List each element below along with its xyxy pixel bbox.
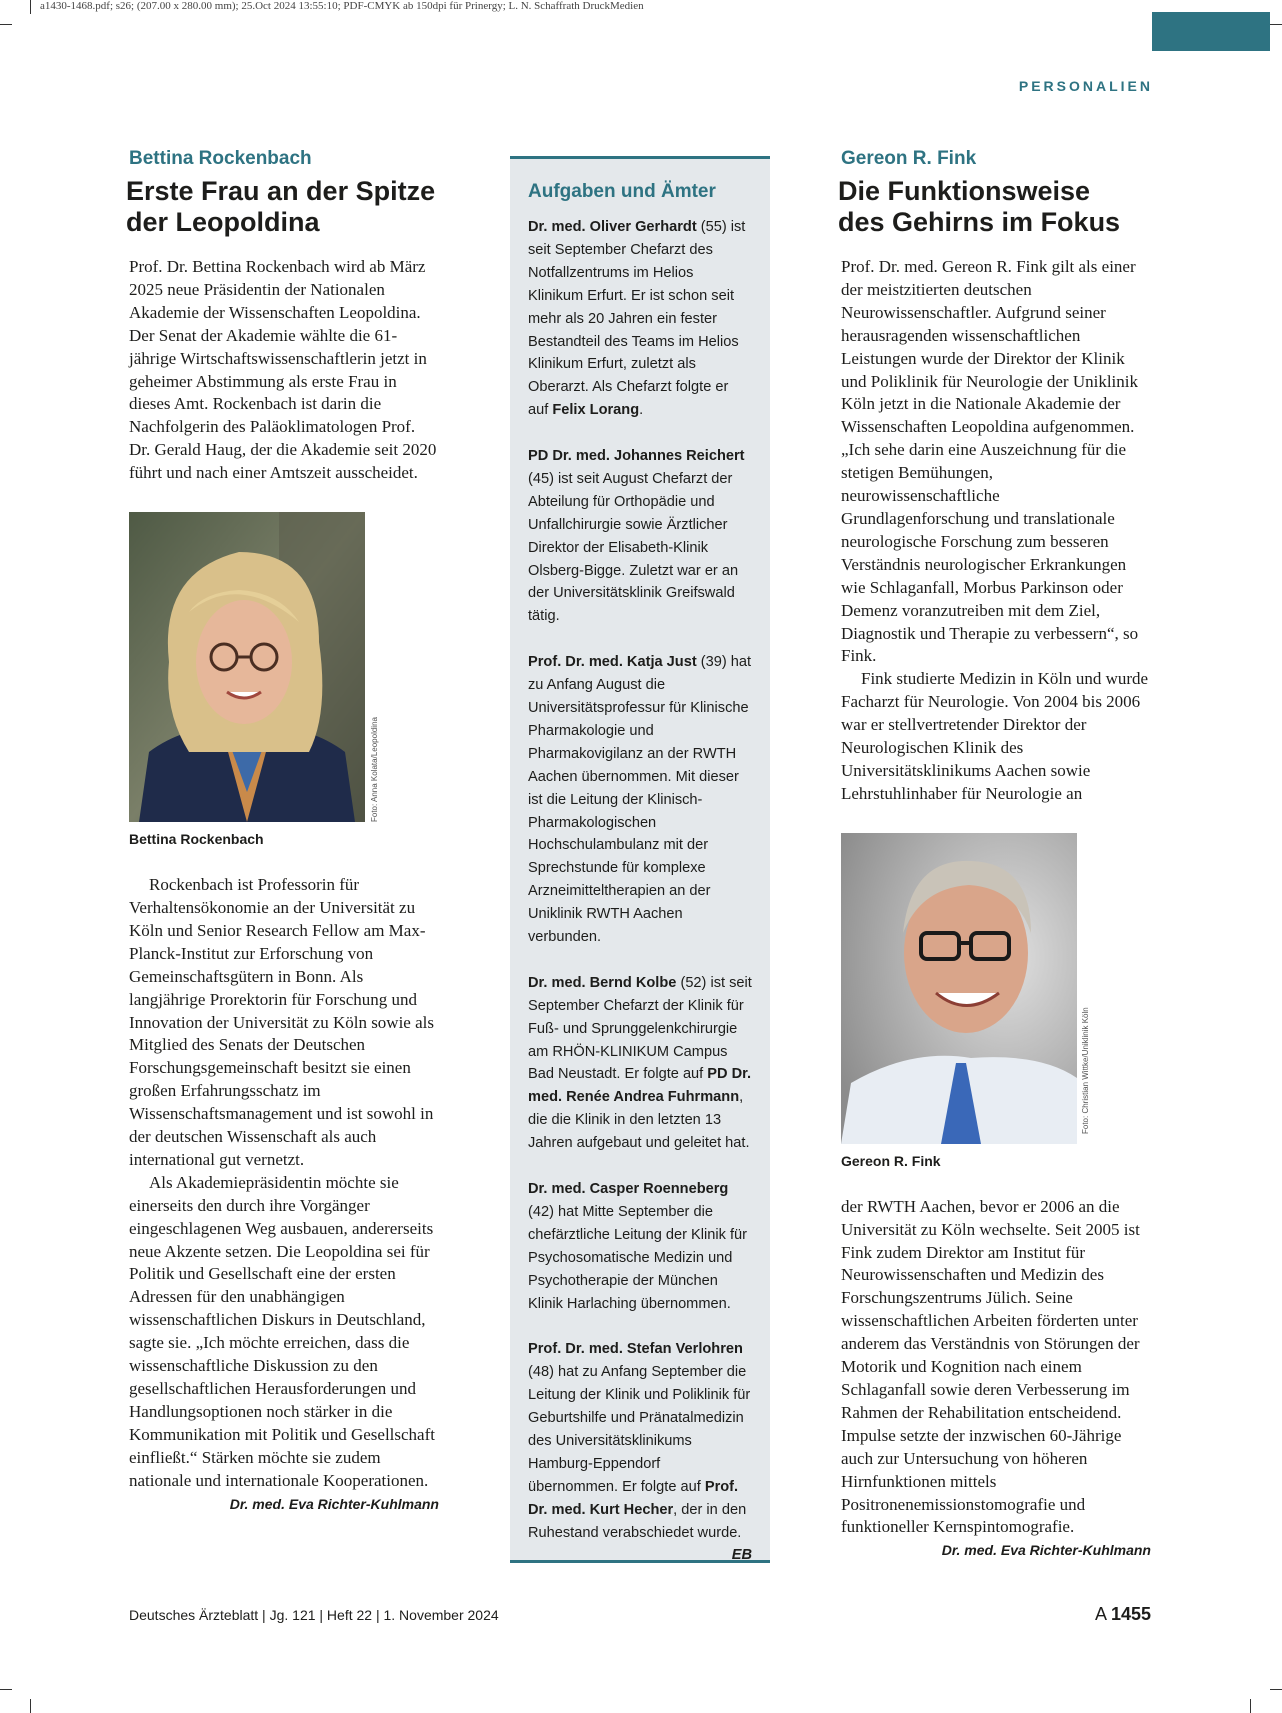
sidebar-box-appointments	[510, 156, 770, 1563]
article-rockenbach	[126, 148, 439, 1515]
appointment-entry	[528, 972, 752, 1155]
photo-credit: Foto: Christian Wittke/Uniklinik Köln	[1081, 1007, 1090, 1134]
article-body-continued	[129, 874, 439, 1512]
article-fink	[838, 148, 1151, 1562]
portrait-image	[841, 833, 1077, 1144]
crop-mark	[0, 1689, 12, 1690]
headline-line-1: Erste Frau an der Spitze	[126, 176, 436, 206]
crop-mark	[1270, 1689, 1282, 1690]
entry-text-end: , die die Klinik in den letzten 13 Jahren aufgebaut und geleitet hat.	[528, 1089, 750, 1152]
crop-mark	[1250, 1699, 1251, 1713]
article-headline	[838, 176, 1151, 238]
photo-block	[841, 833, 1151, 1144]
entry-name: Prof. Dr. med. Stefan Verlohren	[528, 1341, 743, 1358]
article-headline	[126, 176, 439, 238]
entry-text-end: .	[639, 402, 644, 419]
entry-name: Dr. med. Bernd Kolbe	[528, 974, 677, 991]
portrait-photo-fink	[841, 833, 1077, 1144]
article-body	[841, 256, 1151, 806]
entry-text: (45) ist seit August Chefarzt der Abteilung für Orthopädie und Unfallchirurgie sowie Ärztlicher Direktor der Elisabeth-Klinik Olsberg-Bigge. Zuletzt war er an der Universitätsklinik Greifswald tätig.	[528, 470, 739, 625]
article-body	[129, 256, 439, 485]
appointment-entry	[528, 651, 752, 949]
article-kicker: Bettina Rockenbach	[129, 148, 312, 169]
page-number-value: 1455	[1110, 1604, 1151, 1624]
signature-line	[841, 1539, 1151, 1562]
print-slug: a1430-1468.pdf; s26; (207.00 x 280.00 mm); 25.Oct 2024 13:55:10; PDF-CMYK ab 150dpi für Prinergy; L. N. Schaffrath DruckMedien	[40, 0, 644, 12]
paragraph: Prof. Dr. med. Gereon R. Fink gilt als einer der meistzitierten deutschen Neurowissenschaftler. Aufgrund seiner herausragenden wissenschaftlichen Leistungen wurde der Direktor der Klinik und Poliklinik für Neurologie der Uniklinik Köln jetzt in die Nationale Akademie der Wissenschaften Leopoldina aufgenommen. „Ich sehe darin eine Auszeichnung für die stetigen Bemühungen, neurowissenschaftliche Grundlagenforschung und translationale neurologische Forschung zum besseren Verständnis neurologischer Erkrankungen wie Schlaganfall, Morbus Parkinson oder Demenz voranzutreiben mit dem Ziel, Diagnostik und Therapie zu verbessern“, so Fink.	[841, 257, 1139, 666]
appointment-entry	[528, 1178, 752, 1315]
headline-line-1: Die Funktionsweise	[838, 176, 1091, 206]
box-title: Aufgaben und Ämter	[528, 181, 716, 202]
entry-text: (48) hat zu Anfang September die Leitung der Klinik und Poliklinik für Geburtshilfe und Pränatalmedizin des Universitätsklinikums Hamburg-Eppendorf übernommen. Er folgte auf	[528, 1364, 751, 1495]
section-label: PERSONALIEN	[1018, 78, 1153, 94]
photo-credit: Foto: Anna Kolata/Leopoldina	[370, 717, 379, 823]
appointment-entry	[528, 216, 752, 422]
entry-successor: PD Dr. med. Renée Andrea Fuhrmann	[528, 1066, 752, 1106]
box-signature: EB	[731, 1547, 752, 1564]
paragraph: Fink studierte Medizin in Köln und wurde Facharzt für Neurologie. Von 2004 bis 2006 war er stellvertretender Direktor der Neurologischen Klinik des Universitätsklinikums Aachen sowie Lehrstuhlinhaber für Neurologie an	[841, 669, 1149, 803]
portrait-photo-rockenbach	[129, 512, 365, 822]
entry-text: (55) ist seit September Chefarzt des Notfallzentrums im Helios Klinikum Erfurt. Er ist schon seit mehr als 20 Jahren ein fester Bestandteil des Teams im Helios Klinikum Erfurt, zuletzt als Oberarzt. Als Chefarzt folgte er auf	[528, 219, 746, 419]
crop-mark	[1270, 24, 1282, 25]
article-kicker: Gereon R. Fink	[841, 148, 977, 169]
crop-mark	[30, 1699, 31, 1713]
article-body-continued	[841, 1196, 1151, 1563]
photo-block	[129, 512, 439, 822]
page-prefix: A	[1094, 1604, 1111, 1624]
entry-text: (39) hat zu Anfang August die Universitätsprofessur für Klinische Pharmakologie und Pharmakovigilanz an der RWTH Aachen übernommen. Mit dieser ist die Leitung der Klinisch-Pharmakologischen Hochschulambulanz mit der Sprechstunde für komplexe Arzneimitteltherapien an der Uniklinik RWTH Aachen verbunden.	[528, 654, 752, 946]
page-number	[1095, 1604, 1151, 1625]
author-signature: Dr. med. Eva Richter-Kuhlmann	[941, 1542, 1151, 1559]
entry-text-end: , der in den Ruhestand verabschiedet wurde.	[528, 1501, 747, 1541]
appointment-entry	[528, 1338, 752, 1564]
headline-line-2: der Leopoldina	[126, 207, 320, 237]
entry-successor: Prof. Dr. med. Kurt Hecher	[528, 1478, 739, 1518]
appointment-entry	[528, 445, 752, 628]
crop-mark	[0, 24, 12, 25]
entry-name: PD Dr. med. Johannes Reichert	[528, 448, 745, 465]
entry-successor: Felix Lorang	[552, 402, 640, 419]
entry-text: (52) ist seit September Chefarzt der Klinik für Fuß- und Sprunggelenkchirurgie am RHÖN-KLINIKUM Campus Bad Neustadt. Er folgte auf	[528, 974, 752, 1083]
entry-name: Prof. Dr. med. Katja Just	[528, 654, 697, 671]
headline-line-2: des Gehirns im Fokus	[838, 207, 1121, 237]
paragraph-text: Als Akademiepräsidentin möchte sie einerseits den durch ihre Vorgänger eingeschlagenen Weg ausbauen, andererseits neue Akzente setzen. Die Leopoldina sei für Politik und Gesellschaft eine der ersten Adressen für den unabhängigen wissenschaftlichen Diskurs in Deutschland, sagte sie. „Ich möchte erreichen, dass die wissenschaftliche Diskussion zu den gesellschaftlichen Herausforderungen und Handlungsoptionen noch stärker in die Kommunikation mit Politik und Gesellschaft einfließt.“ Stärken möchte sie zudem nationale und internationale Kooperationen.	[129, 1172, 435, 1490]
section-color-tab	[1152, 12, 1270, 51]
paragraph	[129, 1172, 439, 1512]
journal-footer: Deutsches Ärzteblatt | Jg. 121 | Heft 22 | 1. November 2024	[129, 1607, 499, 1623]
photo-caption: Gereon R. Fink	[841, 1152, 941, 1169]
crop-mark	[30, 0, 31, 14]
portrait-image	[129, 512, 365, 822]
paragraph: der RWTH Aachen, bevor er 2006 an die Universität zu Köln wechselte. Seit 2005 ist Fink zudem Direktor am Institut für Neurowissenschaften und Medizin des Forschungszentrums Jülich. Seine wissenschaftlichen Arbeiten förderten unter anderem das Verständnis von Störungen der Motorik und Kognition nach einem Schlaganfall sowie deren Verbesserung im Rahmen der Rehabilitation entscheidend. Impulse setzte der inzwischen 60-Jährige auch zur Untersuchung von höheren Hirnfunktionen mittels Positronenemissionstomografie und funktioneller Kernspintomografie.	[841, 1196, 1140, 1537]
paragraph: Prof. Dr. Bettina Rockenbach wird ab März 2025 neue Präsidentin der Nationalen Akademie der Wissenschaften Leopoldina. Der Senat der Akademie wählte die 61-jährige Wirtschaftswissenschaftlerin jetzt in geheimer Abstimmung als erste Frau in dieses Amt. Rockenbach ist darin die Nachfolgerin des Paläoklimatologen Prof. Dr. Gerald Haug, der die Akademie seit 2020 führt und nach einer Amtszeit ausscheidet.	[129, 257, 437, 483]
author-signature: Dr. med. Eva Richter-Kuhlmann	[229, 1495, 439, 1512]
entry-text: (42) hat Mitte September die chefärztliche Leitung der Klinik für Psychosomatische Medizin und Psychotherapie der München Klinik Harlaching übernommen.	[528, 1203, 748, 1312]
paragraph: Rockenbach ist Professorin für Verhaltensökonomie an der Universität zu Köln und Senior Research Fellow am Max-Planck-Institut zur Erforschung von Gemeinschaftsgütern in Bonn. Als langjährige Prorektorin für Forschung und Innovation der Universität zu Köln sowie als Mitglied des Senats der Deutschen Forschungsgemeinschaft besitzt sie einen großen Erfahrungsschatz im Wissenschaftsmanagement und ist sowohl in der deutschen Wissenschaft als auch international gut vernetzt.	[129, 875, 434, 1169]
entry-name: Dr. med. Oliver Gerhardt	[528, 219, 697, 235]
photo-caption: Bettina Rockenbach	[129, 831, 264, 848]
entry-name: Dr. med. Casper Roenneberg	[528, 1181, 729, 1197]
